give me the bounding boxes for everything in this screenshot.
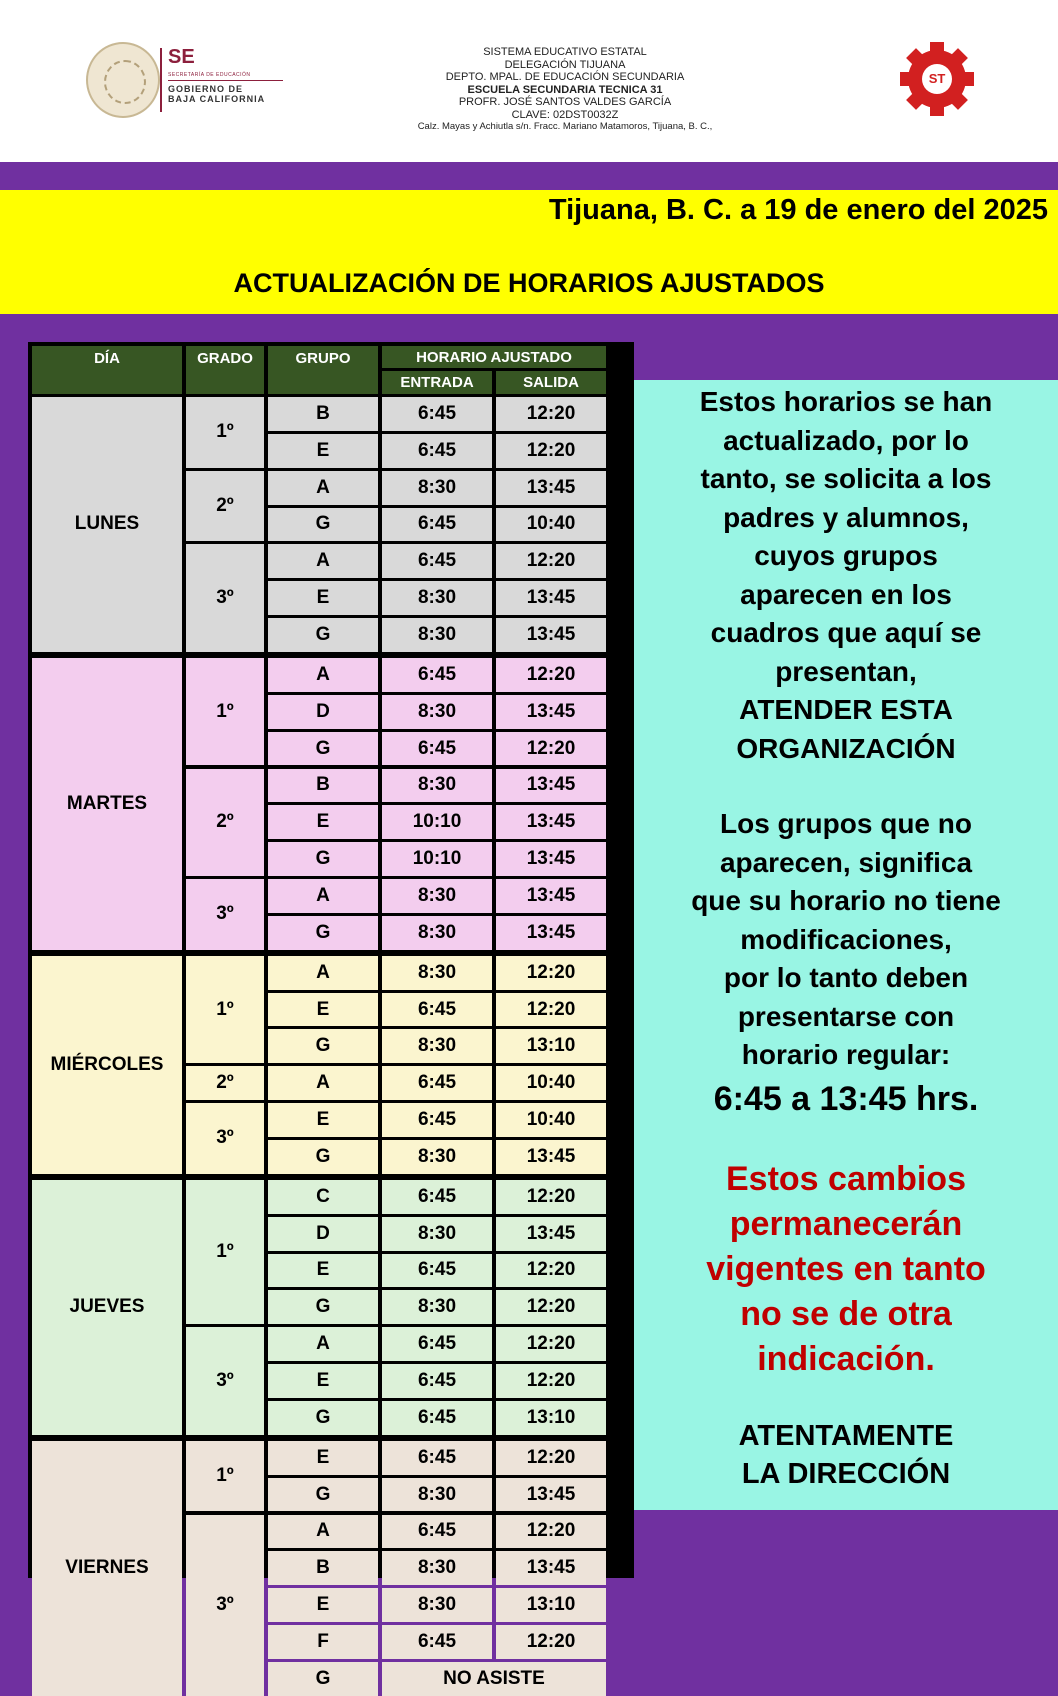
salida-cell: 13:45 bbox=[496, 916, 606, 950]
group-cell: E bbox=[268, 1364, 378, 1398]
notice-line: Los grupos que no bbox=[720, 808, 972, 839]
group-cell: A bbox=[268, 544, 378, 578]
salida-cell: 12:20 bbox=[496, 658, 606, 692]
grade-cell: 3º bbox=[186, 1515, 264, 1696]
salida-cell: 12:20 bbox=[496, 1625, 606, 1659]
grade-cell: 2º bbox=[186, 769, 264, 877]
grade-cell: 2º bbox=[186, 1066, 264, 1100]
group-cell: G bbox=[268, 1478, 378, 1512]
salida-cell: 12:20 bbox=[496, 1180, 606, 1214]
se-label: SE bbox=[168, 46, 195, 68]
school-line: CLAVE: 02DST0032Z bbox=[511, 108, 619, 121]
entrada-cell: 10:10 bbox=[382, 805, 492, 839]
entrada-cell: 6:45 bbox=[382, 397, 492, 431]
group-cell: E bbox=[268, 1254, 378, 1288]
header-salida: SALIDA bbox=[496, 371, 606, 394]
entrada-cell: 6:45 bbox=[382, 1180, 492, 1214]
group-cell: E bbox=[268, 805, 378, 839]
salida-cell: 13:10 bbox=[496, 1029, 606, 1063]
grade-cell: 1º bbox=[186, 956, 264, 1064]
entrada-cell: 8:30 bbox=[382, 1217, 492, 1251]
salida-cell: 12:20 bbox=[496, 732, 606, 766]
school-line: SISTEMA EDUCATIVO ESTATAL bbox=[483, 46, 647, 58]
salida-cell: 13:45 bbox=[496, 581, 606, 615]
group-cell: E bbox=[268, 1588, 378, 1622]
notice-line: que su horario no tiene bbox=[691, 885, 1001, 916]
salida-cell: 13:45 bbox=[496, 1140, 606, 1174]
entrada-cell: 6:45 bbox=[382, 1103, 492, 1137]
notice-line: aparecen en los bbox=[740, 578, 952, 610]
entrada-cell: 6:45 bbox=[382, 508, 492, 542]
grade-cell: 1º bbox=[186, 1180, 264, 1324]
salida-cell: 10:40 bbox=[496, 508, 606, 542]
group-cell: B bbox=[268, 397, 378, 431]
salida-cell: 12:20 bbox=[496, 1290, 606, 1324]
salida-cell: 12:20 bbox=[496, 1364, 606, 1398]
group-cell: C bbox=[268, 1180, 378, 1214]
notice-line: aparecen, significa bbox=[719, 846, 973, 878]
notice-line: Estos cambios bbox=[726, 1160, 966, 1198]
salida-cell: 13:10 bbox=[496, 1588, 606, 1622]
entrada-cell: 8:30 bbox=[382, 1588, 492, 1622]
group-cell: G bbox=[268, 508, 378, 542]
salida-cell: 12:20 bbox=[496, 1515, 606, 1549]
group-cell: A bbox=[268, 1066, 378, 1100]
entrada-cell: 8:30 bbox=[382, 1140, 492, 1174]
group-cell: G bbox=[268, 1140, 378, 1174]
group-cell: G bbox=[268, 1290, 378, 1324]
notice-line: cuyos grupos bbox=[754, 540, 938, 571]
notice-line: presentan, bbox=[775, 655, 917, 687]
group-cell: D bbox=[268, 1217, 378, 1251]
salida-cell: 13:45 bbox=[496, 1217, 606, 1251]
salida-cell: 13:45 bbox=[496, 842, 606, 876]
group-cell: G bbox=[268, 618, 378, 652]
salida-cell: 10:40 bbox=[496, 1103, 606, 1137]
salida-cell: 12:20 bbox=[496, 1254, 606, 1288]
entrada-cell: 8:30 bbox=[382, 618, 492, 652]
entrada-cell: 8:30 bbox=[382, 471, 492, 505]
group-cell: A bbox=[268, 471, 378, 505]
entrada-cell: 8:30 bbox=[382, 581, 492, 615]
notice-line: tanto, se solicita a los bbox=[700, 463, 992, 494]
entrada-cell: 6:45 bbox=[382, 732, 492, 766]
notice-line: horario regular: bbox=[741, 1039, 951, 1070]
entrada-cell: 8:30 bbox=[382, 769, 492, 803]
salida-cell: 12:20 bbox=[496, 1441, 606, 1475]
salida-cell: 13:45 bbox=[496, 805, 606, 839]
notice-line: vigentes en tanto bbox=[706, 1250, 986, 1288]
school-line: DEPTO. MPAL. DE EDUCACIÓN SECUNDARIA bbox=[445, 71, 685, 83]
day-cell: JUEVES bbox=[32, 1180, 182, 1435]
entrada-cell: 8:30 bbox=[382, 1290, 492, 1324]
salida-cell: 12:20 bbox=[496, 434, 606, 468]
entrada-cell: 8:30 bbox=[382, 879, 492, 913]
group-cell: B bbox=[268, 769, 378, 803]
grade-cell: 3º bbox=[186, 1103, 264, 1174]
group-cell: E bbox=[268, 434, 378, 468]
notice-panel bbox=[634, 380, 1058, 1510]
group-cell: E bbox=[268, 1103, 378, 1137]
salida-cell: 13:45 bbox=[496, 695, 606, 729]
salida-cell: 13:45 bbox=[496, 618, 606, 652]
salida-cell: 13:45 bbox=[496, 471, 606, 505]
notice-line: ATENTAMENTE bbox=[738, 1420, 954, 1452]
entrada-cell: 10:10 bbox=[382, 842, 492, 876]
entrada-cell: 6:45 bbox=[382, 434, 492, 468]
title-banner bbox=[0, 190, 1058, 314]
group-cell: E bbox=[268, 581, 378, 615]
group-cell: A bbox=[268, 956, 378, 990]
grade-cell: 3º bbox=[186, 544, 264, 652]
group-cell: A bbox=[268, 1515, 378, 1549]
salida-cell: 12:20 bbox=[496, 993, 606, 1027]
date-line: Tijuana, B. C. a 19 de enero del 2025 bbox=[548, 194, 1048, 226]
notice-line: LA DIRECCIÓN bbox=[741, 1458, 951, 1490]
school-info bbox=[350, 46, 780, 134]
grade-cell: 1º bbox=[186, 1441, 264, 1512]
entrada-cell: 8:30 bbox=[382, 916, 492, 950]
group-cell: A bbox=[268, 1327, 378, 1361]
grade-cell: 3º bbox=[186, 1327, 264, 1435]
group-cell: B bbox=[268, 1551, 378, 1585]
header-horario: HORARIO AJUSTADO bbox=[382, 346, 606, 368]
salida-cell: 12:20 bbox=[496, 397, 606, 431]
school-line: PROFR. JOSÉ SANTOS VALDES GARCÍA bbox=[458, 96, 672, 108]
notice-line: permanecerán bbox=[729, 1205, 963, 1243]
gov-name: GOBIERNO DE BAJA CALIFORNIA bbox=[168, 84, 266, 104]
group-cell: A bbox=[268, 658, 378, 692]
group-cell: E bbox=[268, 993, 378, 1027]
header-entrada: ENTRADA bbox=[382, 371, 492, 394]
entrada-cell: 8:30 bbox=[382, 695, 492, 729]
notice-line: indicación. bbox=[757, 1340, 935, 1378]
entrada-cell: 6:45 bbox=[382, 1066, 492, 1100]
salida-cell: 10:40 bbox=[496, 1066, 606, 1100]
school-line: DELEGACIÓN TIJUANA bbox=[504, 58, 626, 71]
notice-line: ORGANIZACIÓN bbox=[736, 732, 956, 764]
salida-cell: 12:20 bbox=[496, 1327, 606, 1361]
notice-line: padres y alumnos, bbox=[723, 501, 969, 533]
notice-line: actualizado, por lo bbox=[723, 424, 969, 456]
entrada-cell: 8:30 bbox=[382, 1029, 492, 1063]
grade-cell: 3º bbox=[186, 879, 264, 950]
group-cell: E bbox=[268, 1441, 378, 1475]
group-cell: A bbox=[268, 879, 378, 913]
notice-line: por lo tanto deben bbox=[723, 962, 969, 993]
page-title: ACTUALIZACIÓN DE HORARIOS AJUSTADOS bbox=[233, 268, 825, 298]
entrada-cell: 6:45 bbox=[382, 993, 492, 1027]
salida-cell: 13:45 bbox=[496, 1478, 606, 1512]
entrada-cell: 6:45 bbox=[382, 1515, 492, 1549]
salida-cell: 12:20 bbox=[496, 544, 606, 578]
group-cell: G bbox=[268, 916, 378, 950]
grade-cell: 1º bbox=[186, 658, 264, 766]
entrada-cell: 8:30 bbox=[382, 956, 492, 990]
grade-cell: 1º bbox=[186, 397, 264, 468]
notice-line: Estos horarios se han bbox=[699, 386, 993, 417]
notice-line: no se de otra bbox=[740, 1295, 952, 1333]
group-cell: G bbox=[268, 1401, 378, 1435]
day-cell: VIERNES bbox=[32, 1441, 182, 1696]
notice-line: ATENDER ESTA bbox=[739, 694, 953, 725]
salida-cell: 13:10 bbox=[496, 1401, 606, 1435]
day-cell: LUNES bbox=[32, 397, 182, 652]
group-cell: G bbox=[268, 1029, 378, 1063]
grade-cell: 2º bbox=[186, 471, 264, 542]
entrada-cell: 8:30 bbox=[382, 1478, 492, 1512]
entrada-cell: 8:30 bbox=[382, 1551, 492, 1585]
header-dia: DÍA bbox=[32, 346, 182, 394]
notice-line: presentarse con bbox=[737, 1000, 955, 1032]
gobierno-baja-california-logo bbox=[86, 42, 286, 118]
salida-cell: 13:45 bbox=[496, 769, 606, 803]
notice-line: 6:45 a 13:45 hrs. bbox=[713, 1080, 979, 1118]
notice-line: modificaciones, bbox=[740, 923, 952, 955]
group-cell: G bbox=[268, 1662, 378, 1696]
group-cell: D bbox=[268, 695, 378, 729]
notice-line: cuadros que aquí se bbox=[710, 617, 982, 648]
salida-cell: 12:20 bbox=[496, 956, 606, 990]
secundaria-tecnica-gear-logo bbox=[900, 42, 974, 116]
salida-cell: 13:45 bbox=[496, 1551, 606, 1585]
header-grupo: GRUPO bbox=[268, 346, 378, 394]
gear-icon: ST bbox=[922, 64, 952, 94]
entrada-cell: 6:45 bbox=[382, 1254, 492, 1288]
day-cell: MARTES bbox=[32, 658, 182, 950]
schedule-table bbox=[28, 342, 634, 1689]
group-cell: G bbox=[268, 732, 378, 766]
school-name: ESCUELA SECUNDARIA TECNICA 31 bbox=[467, 83, 663, 96]
state-seal-icon bbox=[86, 42, 160, 118]
entrada-cell: 6:45 bbox=[382, 1327, 492, 1361]
group-cell: F bbox=[268, 1625, 378, 1659]
school-address: Calz. Mayas y Achiutla s/n. Fracc. Mariano Matamoros, Tijuana, B. C., bbox=[417, 121, 713, 132]
se-subtitle: SECRETARÍA DE EDUCACIÓN bbox=[168, 72, 251, 78]
entrada-cell: 6:45 bbox=[382, 1441, 492, 1475]
entrada-cell: 6:45 bbox=[382, 1401, 492, 1435]
day-cell: MIÉRCOLES bbox=[32, 956, 182, 1174]
entrada-cell: 6:45 bbox=[382, 1625, 492, 1659]
no-asiste-cell: NO ASISTE bbox=[382, 1662, 606, 1696]
entrada-cell: 6:45 bbox=[382, 1364, 492, 1398]
salida-cell: 13:45 bbox=[496, 879, 606, 913]
entrada-cell: 6:45 bbox=[382, 544, 492, 578]
group-cell: G bbox=[268, 842, 378, 876]
letterhead bbox=[0, 0, 1058, 162]
header-grado: GRADO bbox=[186, 346, 264, 394]
entrada-cell: 6:45 bbox=[382, 658, 492, 692]
